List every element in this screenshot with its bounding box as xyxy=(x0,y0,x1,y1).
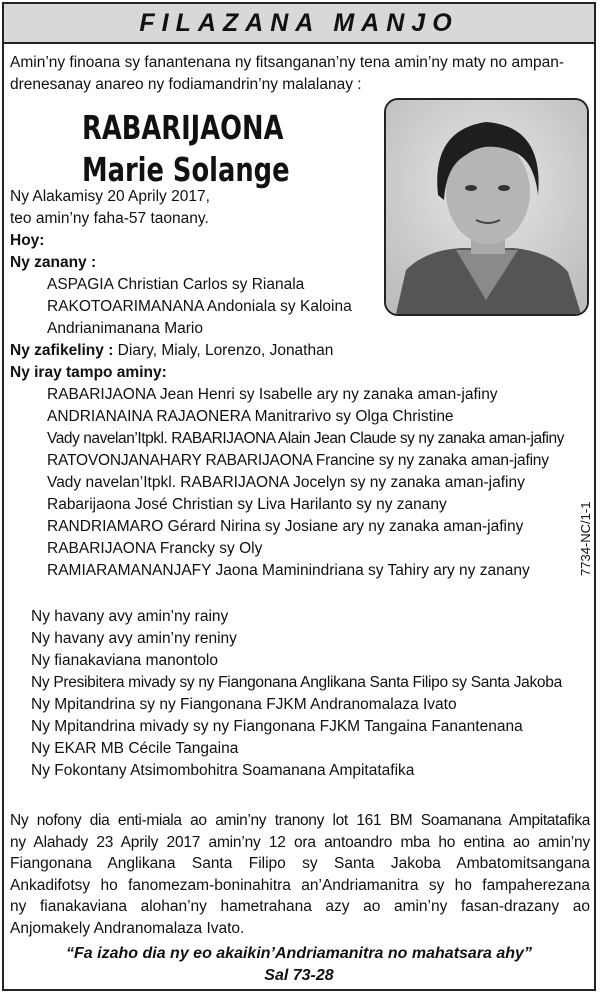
death-age: teo amin’ny faha-57 taonany. xyxy=(10,210,209,227)
child-item: ASPAGIA Christian Carlos sy Rianala xyxy=(47,276,305,293)
funeral-line: Ny nofony dia enti-miala ao amin’ny tranony lot 161 BM Soamanana Ampitatafika xyxy=(10,812,590,829)
funeral-line: Anjomakely Andranomalaza Ivato. xyxy=(10,919,245,937)
intro-line-2: drenesanay anareo ny fodiamandrin’ny malalanay : xyxy=(10,76,362,93)
siblings-label: Ny iray tampo aminy: xyxy=(10,364,167,381)
funeral-line: Ankadifotsy ho fanomezam-boninahitra an’Andriamanitra sy ho fampaherezana xyxy=(10,876,590,894)
notice-frame xyxy=(2,2,596,991)
funeral-line: Fiangonana Anglikana Santa Filipo sy Santa Jakoba Ambatomitsangana xyxy=(10,855,590,872)
sibling-item: Vady navelan’Itpkl. RABARIJAONA Alain Jean Claude sy ny zanaka aman-jafiny xyxy=(47,430,564,447)
sibling-item: RAMIARAMANANJAFY Jaona Maminindriana sy Tahiry ary ny zanany xyxy=(47,562,530,579)
other-mourner: Ny Mpitandrina mivady sy ny Fiangonana FJKM Tangaina Fanantenana xyxy=(31,718,523,735)
intro-line-1: Amin’ny finoana sy fanantenana ny fitsanganan’ny tena amin’ny maty no ampan- xyxy=(10,54,565,71)
sibling-item: ANDRIANAINA RAJAONERA Manitrarivo sy Olga Christine xyxy=(47,408,454,425)
sibling-item: RANDRIAMARO Gérard Nirina sy Josiane ary ny zanaka aman-jafiny xyxy=(47,518,524,535)
children-label: Ny zanany : xyxy=(10,254,97,271)
grandchildren-names: Diary, Mialy, Lorenzo, Jonathan xyxy=(113,342,334,359)
other-mourner: Ny Mpitandrina sy ny Fiangonana FJKM Andranomalaza Ivato xyxy=(31,696,457,713)
verse-quote: “Fa izaho dia ny eo akaikin’Andriamanitra no mahatsara ahy” xyxy=(66,945,532,962)
sibling-item: Vady navelan’Itpkl. RABARIJAONA Jocelyn sy ny zanaka aman-jafiny xyxy=(47,474,525,491)
sibling-item: RABARIJAONA Jean Henri sy Isabelle ary ny zanaka aman-jafiny xyxy=(47,386,498,403)
other-mourner: Ny havany avy amin’ny rainy xyxy=(31,608,229,625)
deceased-portrait xyxy=(384,98,589,316)
child-item: Andrianimanana Mario xyxy=(47,320,203,337)
deceased-given-names: Marie Solange xyxy=(82,150,290,189)
funeral-line: ny fianakaviana alohan’ny hametrahana azy ao amin’ny fasan-drazany ao xyxy=(10,898,590,915)
sibling-item: RABARIJAONA Francky sy Oly xyxy=(47,540,263,557)
other-mourner: Ny EKAR MB Cécile Tangaina xyxy=(31,740,239,757)
reference-code: 7734-NC/1-1 xyxy=(578,501,593,576)
other-mourner: Ny havany avy amin’ny reniny xyxy=(31,630,237,647)
child-item: RAKOTOARIMANANA Andoniala sy Kaloina xyxy=(47,298,352,315)
funeral-line: ny Alahady 23 Aprily 2017 amin’ny 12 ora antoandro mba ho entina ao amin’ny xyxy=(10,833,590,851)
grandchildren-label: Ny zafikeliny : xyxy=(10,342,114,359)
sibling-item: RATOVONJANAHARY RABARIJAONA Francine sy ny zanaka aman-jafiny xyxy=(47,452,549,469)
other-mourner: Ny Fokontany Atsimombohitra Soamanana Ampitatafika xyxy=(31,762,415,779)
sibling-item: Rabarijaona José Christian sy Liva Harilanto sy ny zanany xyxy=(47,496,447,513)
notice-title: FILAZANA MANJO xyxy=(139,8,459,37)
hoy-label: Hoy: xyxy=(10,232,45,249)
deceased-surname: RABARIJAONA xyxy=(82,108,284,147)
other-mourner: Ny Presibitera mivady sy ny Fiangonana Anglikana Santa Filipo sy Santa Jakoba xyxy=(31,674,562,691)
death-date: Ny Alakamisy 20 Aprily 2017, xyxy=(10,188,210,205)
grandchildren-line xyxy=(10,340,333,362)
portrait-image xyxy=(386,100,587,314)
notice-header xyxy=(4,4,594,44)
other-mourner: Ny fianakaviana manontolo xyxy=(31,652,218,669)
funeral-details xyxy=(10,810,590,939)
verse-reference: Sal 73-28 xyxy=(264,967,334,984)
